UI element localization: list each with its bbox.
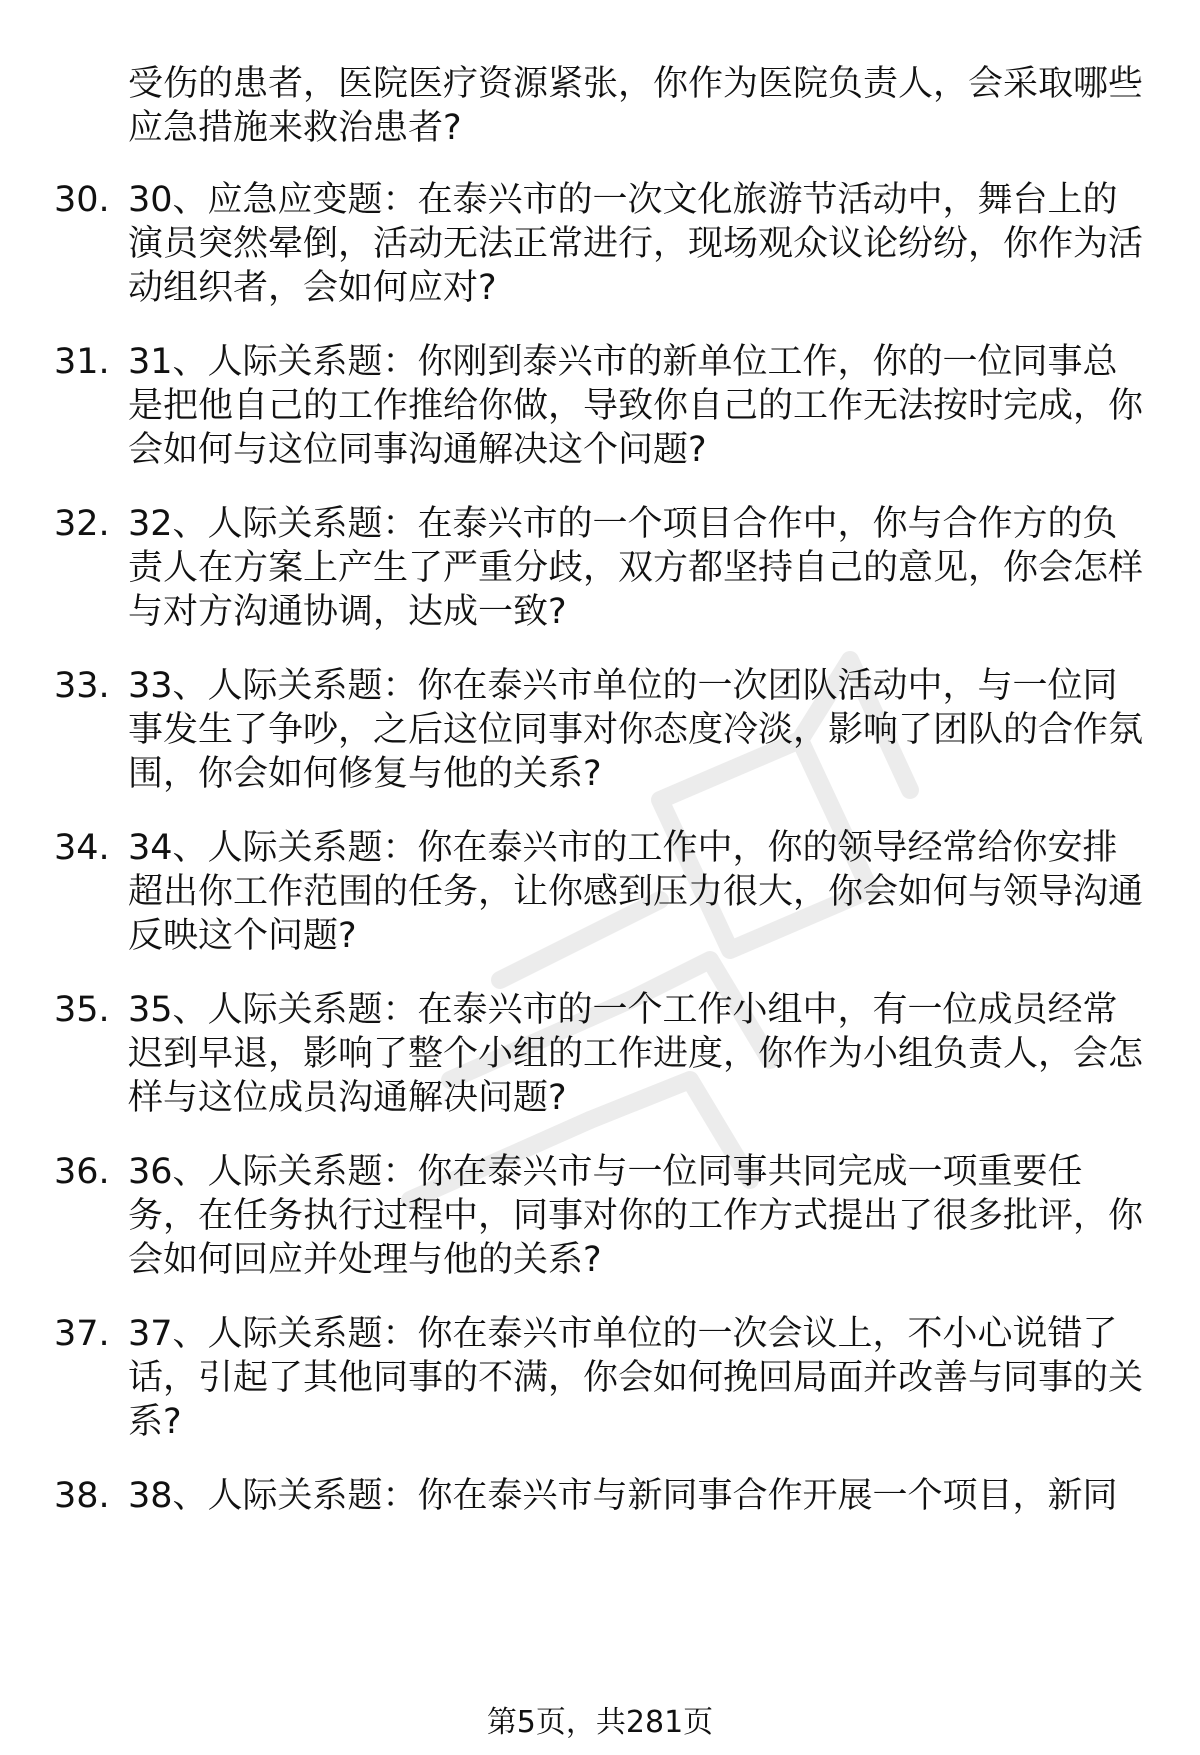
item-text: 36、人际关系题：你在泰兴市与一位同事共同完成一项重要任务，在任务执行过程中，同事对你的工作方式提出了很多批评，你会如何回应并处理与他的关系?	[128, 1152, 1144, 1280]
item-number: 32.	[54, 504, 110, 544]
item-number: 35.	[54, 990, 110, 1030]
item-number: 36.	[54, 1152, 110, 1192]
item-number: 37.	[54, 1314, 110, 1354]
item-number: 34.	[54, 828, 110, 868]
continuation-text: 受伤的患者，医院医疗资源紧张，你作为医院负责人，会采取哪些应急措施来救治患者?	[128, 64, 1144, 148]
page-footer: 第5页，共281页	[486, 1705, 714, 1740]
item-text: 34、人际关系题：你在泰兴市的工作中，你的领导经常给你安排超出你工作范围的任务，让你感到压力很大，你会如何与领导沟通反映这个问题?	[128, 828, 1144, 956]
item-number: 30.	[54, 180, 110, 220]
item-text: 38、人际关系题：你在泰兴市与新同事合作开展一个项目，新同	[128, 1476, 1118, 1516]
item-text: 30、应急应变题：在泰兴市的一次文化旅游节活动中，舞台上的演员突然晕倒，活动无法正常进行，现场观众议论纷纷，你作为活动组织者，会如何应对?	[128, 180, 1144, 308]
item-text: 33、人际关系题：你在泰兴市单位的一次团队活动中，与一位同事发生了争吵，之后这位同事对你态度冷淡，影响了团队的合作氛围，你会如何修复与他的关系?	[128, 666, 1144, 794]
item-number: 33.	[54, 666, 110, 706]
item-text: 31、人际关系题：你刚到泰兴市的新单位工作，你的一位同事总是把他自己的工作推给你做，导致你自己的工作无法按时完成，你会如何与这位同事沟通解决这个问题?	[128, 342, 1144, 470]
item-text: 37、人际关系题：你在泰兴市单位的一次会议上，不小心说错了话，引起了其他同事的不满，你会如何挽回局面并改善与同事的关系?	[128, 1314, 1144, 1442]
item-number: 31.	[54, 342, 110, 382]
item-number: 38.	[54, 1476, 110, 1516]
item-text: 35、人际关系题：在泰兴市的一个工作小组中，有一位成员经常迟到早退，影响了整个小组的工作进度，你作为小组负责人，会怎样与这位成员沟通解决问题?	[128, 990, 1144, 1118]
item-text: 32、人际关系题：在泰兴市的一个项目合作中，你与合作方的负责人在方案上产生了严重分歧，双方都坚持自己的意见，你会怎样与对方沟通协调，达成一致?	[128, 504, 1144, 632]
